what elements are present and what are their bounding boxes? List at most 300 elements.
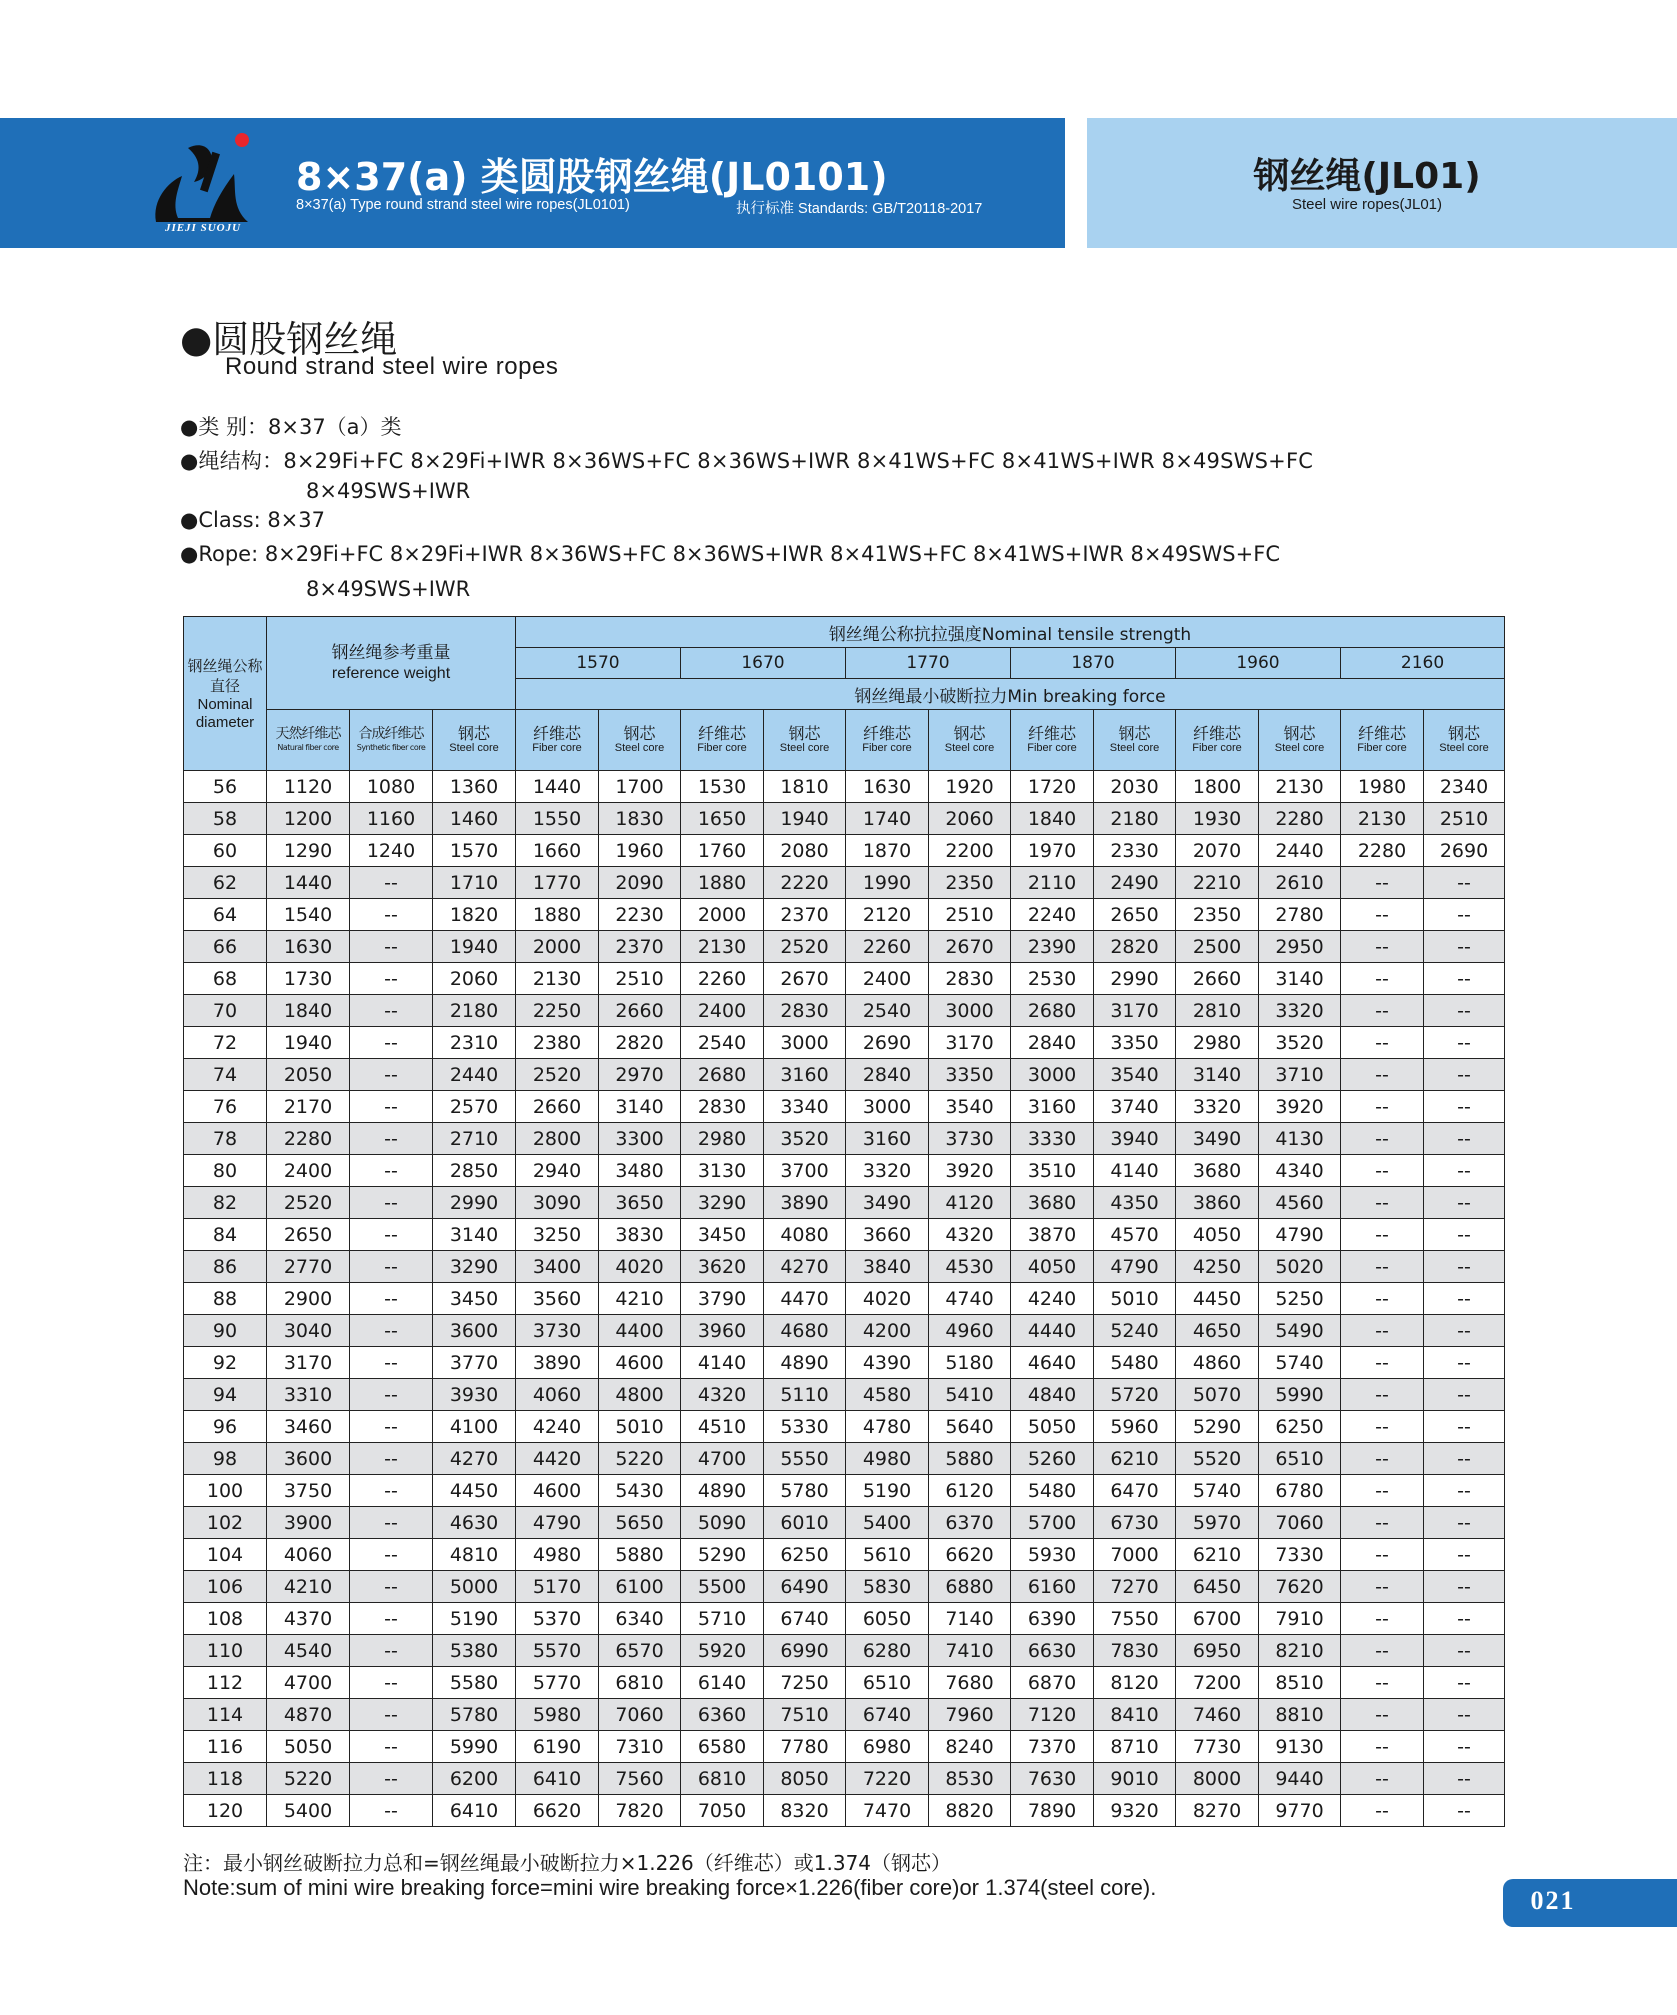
- value-cell: 2350: [929, 867, 1011, 899]
- value-cell: --: [1424, 995, 1505, 1027]
- value-cell: 2850: [433, 1155, 516, 1187]
- value-cell: --: [1341, 1059, 1424, 1091]
- value-cell: 2370: [599, 931, 681, 963]
- value-cell: 1870: [846, 835, 929, 867]
- value-cell: --: [350, 963, 433, 995]
- value-cell: 5020: [1259, 1251, 1341, 1283]
- value-cell: 3870: [1011, 1219, 1094, 1251]
- value-cell: 1440: [516, 771, 599, 803]
- value-cell: 4060: [516, 1379, 599, 1411]
- strength-header: 钢丝绳公称抗拉强度Nominal tensile strength: [516, 617, 1505, 648]
- value-cell: --: [1424, 1027, 1505, 1059]
- value-cell: 5190: [846, 1475, 929, 1507]
- value-cell: --: [1424, 1251, 1505, 1283]
- value-cell: --: [350, 1475, 433, 1507]
- value-cell: 2800: [516, 1123, 599, 1155]
- diameter-cell: 110: [184, 1635, 267, 1667]
- value-cell: 4680: [764, 1315, 846, 1347]
- table-row: [184, 1795, 1505, 1827]
- value-cell: 5960: [1094, 1411, 1176, 1443]
- grade-header: 1870: [1011, 648, 1176, 679]
- diameter-cell: 62: [184, 867, 267, 899]
- value-cell: 3330: [1011, 1123, 1094, 1155]
- table-row: [184, 803, 1505, 835]
- table-row: [184, 1187, 1505, 1219]
- value-cell: 6250: [1259, 1411, 1341, 1443]
- value-cell: 6190: [516, 1731, 599, 1763]
- value-cell: 4320: [929, 1219, 1011, 1251]
- value-cell: 8000: [1176, 1763, 1259, 1795]
- value-cell: 2250: [516, 995, 599, 1027]
- value-cell: --: [1424, 1635, 1505, 1667]
- value-cell: --: [1424, 1411, 1505, 1443]
- table-row: [184, 931, 1505, 963]
- table-row: [184, 963, 1505, 995]
- value-cell: 5250: [1259, 1283, 1341, 1315]
- diameter-cell: 72: [184, 1027, 267, 1059]
- value-cell: 5770: [516, 1667, 599, 1699]
- table-row: [184, 1539, 1505, 1571]
- class-en: ●Class: 8×37: [180, 508, 326, 532]
- value-cell: --: [350, 1059, 433, 1091]
- value-cell: 6140: [681, 1667, 764, 1699]
- value-cell: 5190: [433, 1603, 516, 1635]
- value-cell: 2120: [846, 899, 929, 931]
- value-cell: 1200: [267, 803, 350, 835]
- value-cell: 3140: [599, 1091, 681, 1123]
- value-cell: 1960: [599, 835, 681, 867]
- value-cell: 5370: [516, 1603, 599, 1635]
- value-cell: 7000: [1094, 1539, 1176, 1571]
- value-cell: 2060: [433, 963, 516, 995]
- value-cell: 3320: [846, 1155, 929, 1187]
- value-cell: 1990: [846, 867, 929, 899]
- value-cell: 4800: [599, 1379, 681, 1411]
- value-cell: --: [1341, 1411, 1424, 1443]
- value-cell: 2660: [516, 1091, 599, 1123]
- table-row: [184, 1507, 1505, 1539]
- value-cell: 7050: [681, 1795, 764, 1827]
- value-cell: --: [1424, 1539, 1505, 1571]
- value-cell: 5290: [681, 1539, 764, 1571]
- value-cell: 6740: [764, 1603, 846, 1635]
- value-cell: 5400: [846, 1507, 929, 1539]
- value-cell: 1760: [681, 835, 764, 867]
- value-cell: 3250: [516, 1219, 599, 1251]
- value-cell: 5830: [846, 1571, 929, 1603]
- category-title: 钢丝绳(JL01): [1253, 156, 1481, 197]
- diameter-cell: 82: [184, 1187, 267, 1219]
- value-cell: 4470: [764, 1283, 846, 1315]
- diameter-cell: 100: [184, 1475, 267, 1507]
- value-cell: 4560: [1259, 1187, 1341, 1219]
- value-cell: 5260: [1011, 1443, 1094, 1475]
- table-row: [184, 1347, 1505, 1379]
- steel-core-header: 钢芯 Steel core: [929, 710, 1011, 771]
- value-cell: 5050: [267, 1731, 350, 1763]
- value-cell: 5570: [516, 1635, 599, 1667]
- value-cell: 4630: [433, 1507, 516, 1539]
- value-cell: 4860: [1176, 1347, 1259, 1379]
- value-cell: 2980: [1176, 1027, 1259, 1059]
- table-row: [184, 1379, 1505, 1411]
- breaking-header: 钢丝绳最小破断拉力Min breaking force: [516, 679, 1505, 710]
- value-cell: 4270: [764, 1251, 846, 1283]
- value-cell: --: [1341, 995, 1424, 1027]
- value-cell: 1810: [764, 771, 846, 803]
- value-cell: 4210: [267, 1571, 350, 1603]
- value-cell: 8050: [764, 1763, 846, 1795]
- value-cell: 3140: [1259, 963, 1341, 995]
- value-cell: 1710: [433, 867, 516, 899]
- value-cell: 3400: [516, 1251, 599, 1283]
- table-row: [184, 1443, 1505, 1475]
- table-row: [184, 1699, 1505, 1731]
- value-cell: 6410: [516, 1763, 599, 1795]
- value-cell: 4790: [1259, 1219, 1341, 1251]
- value-cell: --: [1341, 1251, 1424, 1283]
- value-cell: 1650: [681, 803, 764, 835]
- value-cell: 6730: [1094, 1507, 1176, 1539]
- table-row: [184, 1731, 1505, 1763]
- value-cell: --: [1341, 1379, 1424, 1411]
- value-cell: 7460: [1176, 1699, 1259, 1731]
- diameter-cell: 92: [184, 1347, 267, 1379]
- breaking-force-table-container: [183, 616, 1503, 1827]
- value-cell: 6570: [599, 1635, 681, 1667]
- diameter-cell: 58: [184, 803, 267, 835]
- value-cell: 7620: [1259, 1571, 1341, 1603]
- value-cell: 7730: [1176, 1731, 1259, 1763]
- value-cell: 5780: [433, 1699, 516, 1731]
- value-cell: 2810: [1176, 995, 1259, 1027]
- value-cell: 2970: [599, 1059, 681, 1091]
- value-cell: 3000: [929, 995, 1011, 1027]
- grade-header: 2160: [1341, 648, 1505, 679]
- value-cell: 2840: [846, 1059, 929, 1091]
- value-cell: 2180: [1094, 803, 1176, 835]
- value-cell: 6630: [1011, 1635, 1094, 1667]
- table-row: [184, 1411, 1505, 1443]
- value-cell: 2180: [433, 995, 516, 1027]
- value-cell: --: [1341, 963, 1424, 995]
- value-cell: 3520: [1259, 1027, 1341, 1059]
- value-cell: 8240: [929, 1731, 1011, 1763]
- value-cell: 5970: [1176, 1507, 1259, 1539]
- value-cell: 7410: [929, 1635, 1011, 1667]
- value-cell: 7550: [1094, 1603, 1176, 1635]
- value-cell: --: [350, 1091, 433, 1123]
- fiber-core-header: 纤维芯 Fiber core: [681, 710, 764, 771]
- value-cell: 3730: [516, 1315, 599, 1347]
- value-cell: 5010: [1094, 1283, 1176, 1315]
- value-cell: 2520: [516, 1059, 599, 1091]
- value-cell: 8820: [929, 1795, 1011, 1827]
- value-cell: 3300: [599, 1123, 681, 1155]
- value-cell: 3540: [1094, 1059, 1176, 1091]
- value-cell: 5480: [1094, 1347, 1176, 1379]
- value-cell: 3860: [1176, 1187, 1259, 1219]
- value-cell: --: [350, 1763, 433, 1795]
- value-cell: --: [350, 899, 433, 931]
- value-cell: 5880: [929, 1443, 1011, 1475]
- value-cell: 2520: [267, 1187, 350, 1219]
- value-cell: 5110: [764, 1379, 846, 1411]
- value-cell: 8510: [1259, 1667, 1341, 1699]
- value-cell: --: [350, 995, 433, 1027]
- table-row: [184, 1251, 1505, 1283]
- value-cell: 1440: [267, 867, 350, 899]
- value-cell: 2210: [1176, 867, 1259, 899]
- value-cell: 4200: [846, 1315, 929, 1347]
- value-cell: --: [350, 1379, 433, 1411]
- value-cell: 1940: [764, 803, 846, 835]
- diameter-cell: 96: [184, 1411, 267, 1443]
- value-cell: 4080: [764, 1219, 846, 1251]
- value-cell: 4440: [1011, 1315, 1094, 1347]
- diameter-cell: 104: [184, 1539, 267, 1571]
- value-cell: 2660: [599, 995, 681, 1027]
- value-cell: --: [350, 1283, 433, 1315]
- value-cell: --: [1341, 1635, 1424, 1667]
- value-cell: 4130: [1259, 1123, 1341, 1155]
- value-cell: 3700: [764, 1155, 846, 1187]
- value-cell: 3730: [929, 1123, 1011, 1155]
- value-cell: 8210: [1259, 1635, 1341, 1667]
- value-cell: 7120: [1011, 1699, 1094, 1731]
- value-cell: 2780: [1259, 899, 1341, 931]
- value-cell: 3830: [599, 1219, 681, 1251]
- value-cell: 4780: [846, 1411, 929, 1443]
- value-cell: 2280: [1259, 803, 1341, 835]
- value-cell: 2830: [681, 1091, 764, 1123]
- table-row: [184, 1219, 1505, 1251]
- value-cell: 2050: [267, 1059, 350, 1091]
- value-cell: 6120: [929, 1475, 1011, 1507]
- value-cell: 2080: [764, 835, 846, 867]
- value-cell: 2500: [1176, 931, 1259, 963]
- value-cell: 1080: [350, 771, 433, 803]
- diameter-cell: 78: [184, 1123, 267, 1155]
- value-cell: 2310: [433, 1027, 516, 1059]
- value-cell: 4020: [599, 1251, 681, 1283]
- value-cell: 3000: [1011, 1059, 1094, 1091]
- value-cell: 1120: [267, 771, 350, 803]
- value-cell: 6250: [764, 1539, 846, 1571]
- value-cell: 5520: [1176, 1443, 1259, 1475]
- value-cell: 4540: [267, 1635, 350, 1667]
- value-cell: 9320: [1094, 1795, 1176, 1827]
- value-cell: 7200: [1176, 1667, 1259, 1699]
- value-cell: 3160: [1011, 1091, 1094, 1123]
- value-cell: 5610: [846, 1539, 929, 1571]
- value-cell: 4530: [929, 1251, 1011, 1283]
- value-cell: 4650: [1176, 1315, 1259, 1347]
- value-cell: 4740: [929, 1283, 1011, 1315]
- value-cell: --: [1424, 1123, 1505, 1155]
- value-cell: --: [1341, 899, 1424, 931]
- value-cell: 3450: [433, 1283, 516, 1315]
- value-cell: 8710: [1094, 1731, 1176, 1763]
- value-cell: --: [1424, 1475, 1505, 1507]
- value-cell: --: [1341, 1539, 1424, 1571]
- diameter-cell: 106: [184, 1571, 267, 1603]
- value-cell: 7330: [1259, 1539, 1341, 1571]
- value-cell: 3350: [1094, 1027, 1176, 1059]
- value-cell: 6980: [846, 1731, 929, 1763]
- value-cell: 6880: [929, 1571, 1011, 1603]
- value-cell: 1980: [1341, 771, 1424, 803]
- value-cell: 4250: [1176, 1251, 1259, 1283]
- value-cell: 3920: [1259, 1091, 1341, 1123]
- value-cell: 4960: [929, 1315, 1011, 1347]
- diameter-cell: 102: [184, 1507, 267, 1539]
- value-cell: 4580: [846, 1379, 929, 1411]
- value-cell: --: [350, 931, 433, 963]
- value-cell: 5400: [267, 1795, 350, 1827]
- table-row: [184, 867, 1505, 899]
- table-row: [184, 771, 1505, 803]
- value-cell: 8270: [1176, 1795, 1259, 1827]
- value-cell: 2380: [516, 1027, 599, 1059]
- value-cell: 6200: [433, 1763, 516, 1795]
- class-cn: ●类 别：8×37（a）类: [180, 415, 402, 439]
- value-cell: --: [1424, 899, 1505, 931]
- value-cell: 2540: [846, 995, 929, 1027]
- value-cell: 3320: [1176, 1091, 1259, 1123]
- value-cell: 3710: [1259, 1059, 1341, 1091]
- diameter-header: 钢丝绳公称直径 Nominal diameter: [184, 617, 267, 771]
- value-cell: 3680: [1011, 1187, 1094, 1219]
- grade-header: 1770: [846, 648, 1011, 679]
- value-cell: 4790: [1094, 1251, 1176, 1283]
- value-cell: 6810: [681, 1763, 764, 1795]
- value-cell: 4890: [681, 1475, 764, 1507]
- breaking-force-table: [183, 616, 1505, 1827]
- value-cell: 4420: [516, 1443, 599, 1475]
- value-cell: 2510: [1424, 803, 1505, 835]
- steel-core-header: 钢芯 Steel core: [1259, 710, 1341, 771]
- value-cell: 6100: [599, 1571, 681, 1603]
- value-cell: 2070: [1176, 835, 1259, 867]
- value-cell: 2690: [1424, 835, 1505, 867]
- value-cell: 2340: [1424, 771, 1505, 803]
- value-cell: 5880: [599, 1539, 681, 1571]
- fiber-core-header: 纤维芯 Fiber core: [1176, 710, 1259, 771]
- value-cell: 5930: [1011, 1539, 1094, 1571]
- value-cell: 1550: [516, 803, 599, 835]
- value-cell: --: [1341, 1667, 1424, 1699]
- value-cell: 2510: [599, 963, 681, 995]
- value-cell: 3510: [1011, 1155, 1094, 1187]
- diameter-cell: 76: [184, 1091, 267, 1123]
- value-cell: 2840: [1011, 1027, 1094, 1059]
- value-cell: 3520: [764, 1123, 846, 1155]
- value-cell: 3040: [267, 1315, 350, 1347]
- value-cell: 4600: [516, 1475, 599, 1507]
- value-cell: 2200: [929, 835, 1011, 867]
- value-cell: 6280: [846, 1635, 929, 1667]
- value-cell: 2240: [1011, 899, 1094, 931]
- value-cell: 3770: [433, 1347, 516, 1379]
- value-cell: 2440: [1259, 835, 1341, 867]
- diameter-cell: 64: [184, 899, 267, 931]
- value-cell: 5480: [1011, 1475, 1094, 1507]
- table-row: [184, 1315, 1505, 1347]
- value-cell: 4790: [516, 1507, 599, 1539]
- page-title: 8×37(a) 类圆股钢丝绳(JL0101): [296, 155, 888, 199]
- value-cell: 5070: [1176, 1379, 1259, 1411]
- value-cell: 2260: [846, 931, 929, 963]
- value-cell: 2680: [1011, 995, 1094, 1027]
- value-cell: --: [350, 867, 433, 899]
- value-cell: 5700: [1011, 1507, 1094, 1539]
- value-cell: 2710: [433, 1123, 516, 1155]
- value-cell: 1840: [1011, 803, 1094, 835]
- value-cell: 5220: [599, 1443, 681, 1475]
- value-cell: 9770: [1259, 1795, 1341, 1827]
- value-cell: 3650: [599, 1187, 681, 1219]
- diameter-cell: 60: [184, 835, 267, 867]
- value-cell: --: [1424, 1283, 1505, 1315]
- value-cell: 7250: [764, 1667, 846, 1699]
- fiber-core-header: 纤维芯 Fiber core: [1011, 710, 1094, 771]
- value-cell: 2530: [1011, 963, 1094, 995]
- value-cell: 1720: [1011, 771, 1094, 803]
- value-cell: 6620: [929, 1539, 1011, 1571]
- value-cell: 3450: [681, 1219, 764, 1251]
- diameter-cell: 94: [184, 1379, 267, 1411]
- value-cell: 2830: [764, 995, 846, 1027]
- value-cell: 4140: [681, 1347, 764, 1379]
- value-cell: 8120: [1094, 1667, 1176, 1699]
- value-cell: 1290: [267, 835, 350, 867]
- value-cell: 6160: [1011, 1571, 1094, 1603]
- value-cell: 2820: [599, 1027, 681, 1059]
- value-cell: 5180: [929, 1347, 1011, 1379]
- value-cell: 5500: [681, 1571, 764, 1603]
- value-cell: 2830: [929, 963, 1011, 995]
- value-cell: 3290: [433, 1251, 516, 1283]
- value-cell: 4050: [1176, 1219, 1259, 1251]
- value-cell: 6510: [846, 1667, 929, 1699]
- value-cell: 3160: [846, 1123, 929, 1155]
- value-cell: 5050: [1011, 1411, 1094, 1443]
- value-cell: 2350: [1176, 899, 1259, 931]
- value-cell: --: [1424, 867, 1505, 899]
- value-cell: 4980: [516, 1539, 599, 1571]
- value-cell: 5240: [1094, 1315, 1176, 1347]
- value-cell: 3620: [681, 1251, 764, 1283]
- value-cell: --: [1341, 931, 1424, 963]
- diameter-cell: 74: [184, 1059, 267, 1091]
- value-cell: 6470: [1094, 1475, 1176, 1507]
- value-cell: 7370: [1011, 1731, 1094, 1763]
- value-cell: 6580: [681, 1731, 764, 1763]
- value-cell: 6210: [1094, 1443, 1176, 1475]
- value-cell: 6010: [764, 1507, 846, 1539]
- diameter-cell: 88: [184, 1283, 267, 1315]
- value-cell: --: [1424, 1155, 1505, 1187]
- value-cell: 7140: [929, 1603, 1011, 1635]
- standard-label: 执行标准 Standards: GB/T20118-2017: [736, 201, 983, 217]
- value-cell: 5780: [764, 1475, 846, 1507]
- weight-col-header: 天然纤维芯 Natural fiber core: [267, 710, 350, 771]
- value-cell: 3660: [846, 1219, 929, 1251]
- value-cell: 3750: [267, 1475, 350, 1507]
- value-cell: 1530: [681, 771, 764, 803]
- table-row: [184, 995, 1505, 1027]
